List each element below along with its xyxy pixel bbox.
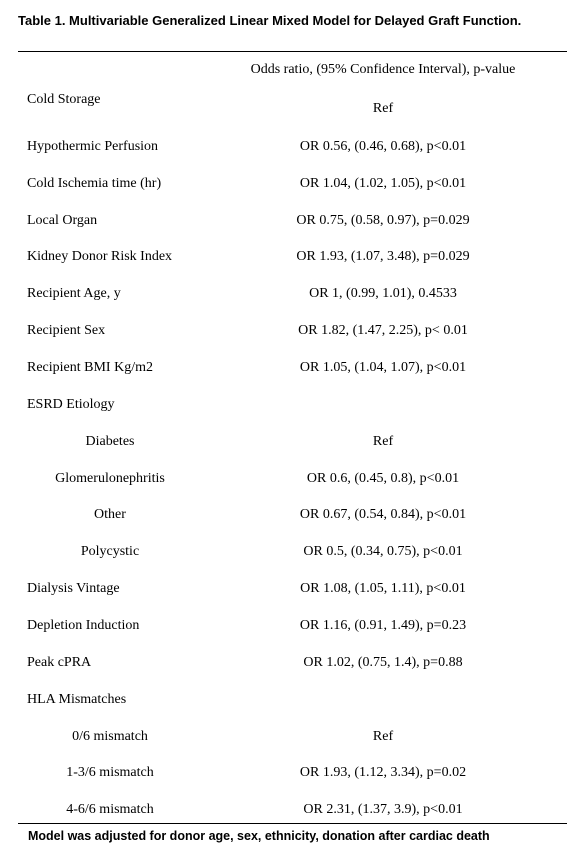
table-row [0,249,588,269]
row-label: 4-6/6 mismatch [66,802,154,817]
row-value: OR 1.82, (1.47, 2.25), p< 0.01 [298,323,468,338]
row-label: Kidney Donor Risk Index [27,249,173,264]
row-label: Dialysis Vintage [27,581,120,596]
column-header: Odds ratio, (95% Confidence Interval), p-value [250,62,516,77]
table-row [0,92,588,116]
row-value: Ref [372,729,394,744]
row-label: Diabetes [85,434,135,449]
bottom-rule [18,823,567,824]
row-value: Ref [372,101,394,116]
row-label: ESRD Etiology [27,397,115,412]
table-row [0,286,588,306]
row-label: 1-3/6 mismatch [66,765,154,780]
row-label: Peak cPRA [27,655,92,670]
row-value: OR 0.6, (0.45, 0.8), p<0.01 [306,471,460,486]
row-value: OR 1.93, (1.12, 3.34), p=0.02 [299,765,467,780]
table-row [0,360,588,380]
row-label: Recipient BMI Kg/m2 [27,360,153,375]
row-label: Cold Storage [27,92,101,107]
table-row [0,581,588,601]
table-row [0,397,588,417]
table-row [0,176,588,196]
table-row [0,544,588,564]
table-row [0,471,588,491]
table-row [0,655,588,675]
table-row [0,618,588,638]
table-footnote: Model was adjusted for donor age, sex, ethnicity, donation after cardiac death [28,829,490,843]
row-value: OR 2.31, (1.37, 3.9), p<0.01 [303,802,463,817]
table-row [0,434,588,454]
table-row [0,507,588,527]
row-value: OR 1.08, (1.05, 1.11), p<0.01 [300,581,466,596]
row-label: Polycystic [80,544,140,559]
row-label: Local Organ [27,213,98,228]
row-label: 0/6 mismatch [72,729,148,744]
row-label: HLA Mismatches [27,692,127,707]
row-value: OR 0.56, (0.46, 0.68), p<0.01 [299,139,467,154]
row-label: Other [94,507,126,522]
table-row [0,802,588,822]
table-row [0,729,588,749]
row-value: OR 1.02, (0.75, 1.4), p=0.88 [303,655,463,670]
table-row [0,323,588,343]
row-label: Depletion Induction [27,618,140,633]
row-label: Hypothermic Perfusion [27,139,159,154]
table-row [0,765,588,785]
row-value: OR 1.93, (1.07, 3.48), p=0.029 [296,249,470,264]
row-value: OR 1.16, (0.91, 1.49), p=0.23 [299,618,467,633]
table-row [0,139,588,159]
table-row [0,692,588,712]
row-label: Recipient Age, y [27,286,121,301]
row-value: OR 1, (0.99, 1.01), 0.4533 [309,286,457,301]
row-value: OR 1.04, (1.02, 1.05), p<0.01 [299,176,467,191]
row-value: OR 1.05, (1.04, 1.07), p<0.01 [299,360,467,375]
row-value: OR 0.67, (0.54, 0.84), p<0.01 [299,507,467,522]
row-label: Recipient Sex [27,323,106,338]
row-value: Ref [372,434,394,449]
table-row [0,213,588,233]
row-label: Glomerulonephritis [55,471,165,486]
row-value: OR 0.75, (0.58, 0.97), p=0.029 [296,213,470,228]
row-value: OR 0.5, (0.34, 0.75), p<0.01 [303,544,463,559]
table-title: Table 1. Multivariable Generalized Linear Mixed Model for Delayed Graft Function. [18,13,522,28]
row-label: Cold Ischemia time (hr) [27,176,162,191]
top-rule [18,51,567,52]
